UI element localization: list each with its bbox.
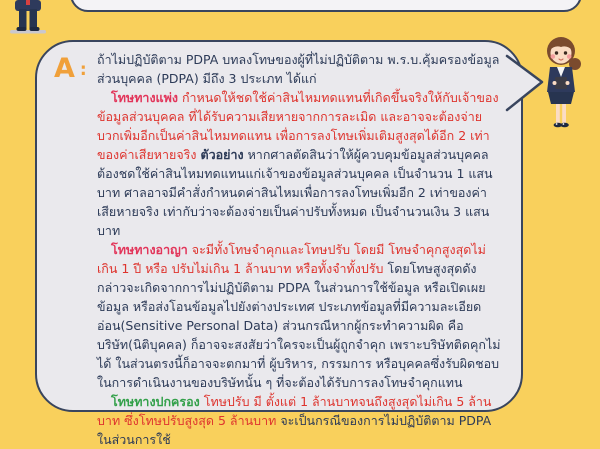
civil-penalty-body: หากศาลตัดสินว่าให้ผู้ควบคุมข้อมูลส่วนบุคคล ต้องชดใช้ค่าสินไหมทดแทนแก่เจ้าของข้อมูลส่วนบุคคล เป็นจำนวน 1 แสนบาท ศาลอาจมีคำสั่งกำหนดค่าสินไหมเพื่อการลงโทษเพิ่มอีก 2 เท่าของค่าเสียหายจริง เท่ากับว่าจะต้องจ่ายเป็นค่าปรับทั้งหมด เป็นจำนวนเงิน 3 แสนบาท <box>97 147 493 238</box>
businessman-figure-icon <box>6 0 50 36</box>
answer-speech-bubble <box>35 40 523 447</box>
administrative-penalty-heading: โทษทางปกครอง <box>111 394 200 409</box>
criminal-penalty-paragraph <box>97 240 504 392</box>
previous-speech-bubble-remnant <box>70 0 582 12</box>
answer-marker <box>54 55 87 82</box>
criminal-penalty-heading: โทษทางอาญา <box>111 242 188 257</box>
businesswoman-figure-icon <box>536 34 588 136</box>
administrative-penalty-red-text: โทษปรับ มี ตั้งแต่ 1 ล้านบาทจนถึงสูงสุดไม่เกิน 5 ล้านบาท ซึ่งโทษปรับสูงสุด 5 ล้านบาท <box>97 394 492 428</box>
civil-penalty-heading: โทษทางแพ่ง <box>111 90 178 105</box>
civil-example-label: ตัวอย่าง <box>200 147 244 162</box>
administrative-penalty-body: จะเป็นกรณีของการไม่ปฏิบัติตาม PDPA ในส่วนการใช้ <box>97 413 492 447</box>
intro-text: ถ้าไม่ปฏิบัติตาม PDPA บทลงโทษของผู้ที่ไม่ปฏิบัติตาม พ.ร.บ.คุ้มครองข้อมูลส่วนบุคคล (PDPA) มีถึง 3 ประเภท ได้แก่ <box>97 52 500 86</box>
administrative-penalty-paragraph <box>97 392 504 449</box>
criminal-penalty-red-text: จะมีทั้งโทษจำคุกและโทษปรับ โดยมี โทษจำคุกสูงสุดไม่เกิน 1 ปี หรือ ปรับไม่เกิน 1 ล้านบาท หรือทั้งจำทั้งปรับ <box>97 242 486 276</box>
intro-paragraph <box>97 50 504 88</box>
answer-marker-letter: A <box>54 53 75 84</box>
civil-penalty-paragraph <box>97 88 504 240</box>
answer-marker-colon: : <box>79 60 87 80</box>
criminal-penalty-body: โดยโทษสูงสุดดังกล่าวจะเกิดจากการไม่ปฏิบัติตาม PDPA ในส่วนการใช้ข้อมูล หรือเปิดเผยข้อมูล หรือส่งโอนข้อมูลไปยังต่างประเทศ ประเภทข้อมูลที่มีความละเอียดอ่อน(Sensitive Personal Data) ส่วนกรณีหากผู้กระทำความผิด คือ บริษัท(นิติบุคคล) ก็อาจจะสงสัยว่าใครจะเป็นผู้ถูกจำคุก เพราะบริษัทติดคุกไม่ได้ ในส่วนตรงนี้ก็อาจจะตกมาที่ ผู้บริหาร, กรรมการ หรือบุคคลซึ่งรับผิดชอบในการดำเนินงานของบริษัทนั้น ๆ ที่จะต้องได้รับการลงโทษจำคุกแทน <box>97 261 501 390</box>
civil-penalty-red-text: กำหนดให้ชดใช้ค่าสินไหมทดแทนที่เกิดขึ้นจริงให้กับเจ้าของข้อมูลส่วนบุคคล ที่ได้รับความเสียหายจากการละเมิด และอาจจะต้องจ่ายบวกเพิ่มอีกเป็นค่าสินไหมทดแทน เพื่อการลงโทษเพิ่มเติมสูงสุดได้อีก 2 เท่าของค่าเสียหายจริง <box>97 90 499 162</box>
